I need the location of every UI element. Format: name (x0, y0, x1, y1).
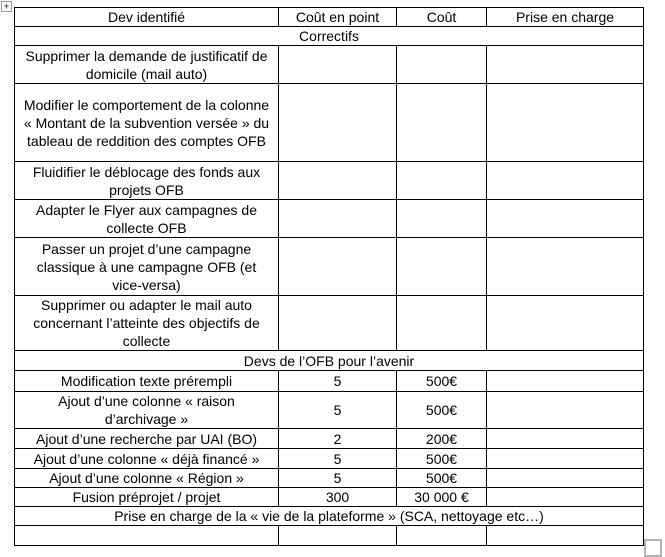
cell-cout[interactable]: 500€ (397, 371, 487, 392)
table-row (15, 84, 644, 162)
cell-dev[interactable]: Ajout d’une recherche par UAI (BO) (15, 429, 279, 449)
table-row (15, 296, 644, 351)
cell-cout-en-point[interactable]: 5 (279, 449, 397, 469)
cell-cout-en-point[interactable]: 5 (279, 371, 397, 392)
cell-cout[interactable] (397, 200, 487, 238)
table-resize-handle[interactable] (644, 539, 662, 557)
header-prise-en-charge[interactable]: Prise en charge (487, 8, 644, 27)
section-row-vie-plateforme (15, 507, 644, 526)
cell-cout[interactable]: 30 000 € (397, 488, 487, 507)
cell-prise-en-charge[interactable] (487, 46, 644, 84)
cell-cout-en-point[interactable] (279, 84, 397, 162)
section-title-vie-plateforme[interactable]: Prise en charge de la « vie de la plateforme » (SCA, nettoyage etc…) (15, 507, 644, 526)
section-title-correctifs[interactable]: Correctifs (15, 27, 644, 46)
cell-prise-en-charge[interactable] (487, 238, 644, 296)
table-row (15, 488, 644, 507)
table-row (15, 392, 644, 429)
cell-prise-en-charge[interactable] (487, 296, 644, 351)
cell-prise-en-charge[interactable] (487, 84, 644, 162)
table-row (15, 526, 644, 546)
section-row-devs-ofb (15, 351, 644, 371)
cell-cout-en-point[interactable]: 5 (279, 469, 397, 488)
cell-cout[interactable] (397, 46, 487, 84)
cell-cout-en-point[interactable]: 5 (279, 392, 397, 429)
cell-dev[interactable]: Ajout d’une colonne « Région » (15, 469, 279, 488)
cell-cout[interactable] (397, 162, 487, 200)
cell-cout[interactable]: 500€ (397, 469, 487, 488)
cell-dev[interactable]: Adapter le Flyer aux campagnes de collecte OFB (15, 200, 279, 238)
cell-cout-en-point[interactable]: 2 (279, 429, 397, 449)
cell-dev[interactable]: Supprimer la demande de justificatif de domicile (mail auto) (15, 46, 279, 84)
move-handle-plus-icon: + (3, 1, 10, 11)
cell-prise-en-charge[interactable] (487, 449, 644, 469)
cell-prise-en-charge[interactable] (487, 162, 644, 200)
cell-dev[interactable]: Ajout d’une colonne « raison d’archivage » (15, 392, 279, 429)
cell-cout[interactable] (397, 526, 487, 546)
header-cout-en-point[interactable]: Coût en point (279, 8, 397, 27)
cell-cout[interactable] (397, 296, 487, 351)
table-row (15, 162, 644, 200)
cell-cout[interactable]: 500€ (397, 392, 487, 429)
table-row (15, 429, 644, 449)
cell-dev[interactable]: Modifier le comportement de la colonne « Montant de la subvention versée » du tableau de reddition des comptes OFB (15, 84, 279, 162)
cell-dev[interactable]: Ajout d’une colonne « déjà financé » (15, 449, 279, 469)
cell-cout-en-point[interactable] (279, 238, 397, 296)
section-row-correctifs (15, 27, 644, 46)
cell-cout[interactable]: 500€ (397, 449, 487, 469)
cell-prise-en-charge[interactable] (487, 200, 644, 238)
cell-dev[interactable] (15, 526, 279, 546)
cell-cout-en-point[interactable]: 300 (279, 488, 397, 507)
cell-prise-en-charge[interactable] (487, 526, 644, 546)
table-move-handle[interactable] (1, 1, 12, 12)
cell-prise-en-charge[interactable] (487, 469, 644, 488)
cell-dev[interactable]: Fusion préprojet / projet (15, 488, 279, 507)
cell-cout[interactable] (397, 84, 487, 162)
cell-prise-en-charge[interactable] (487, 371, 644, 392)
cell-prise-en-charge[interactable] (487, 429, 644, 449)
cell-cout-en-point[interactable] (279, 46, 397, 84)
table-row (15, 200, 644, 238)
section-title-devs-ofb[interactable]: Devs de l’OFB pour l’avenir (15, 351, 644, 371)
cell-cout-en-point[interactable] (279, 200, 397, 238)
cell-cout[interactable] (397, 238, 487, 296)
cell-prise-en-charge[interactable] (487, 392, 644, 429)
header-cout[interactable]: Coût (397, 8, 487, 27)
header-dev-identifie[interactable]: Dev identifié (15, 8, 279, 27)
table-row (15, 469, 644, 488)
cell-cout-en-point[interactable] (279, 296, 397, 351)
cell-cout[interactable]: 200€ (397, 429, 487, 449)
cell-cout-en-point[interactable] (279, 526, 397, 546)
cell-dev[interactable]: Supprimer ou adapter le mail auto concernant l’atteinte des objectifs de collecte (15, 296, 279, 351)
table-row (15, 449, 644, 469)
cell-dev[interactable]: Passer un projet d’une campagne classique à une campagne OFB (et vice-versa) (15, 238, 279, 296)
table-row (15, 46, 644, 84)
table-row (15, 238, 644, 296)
dev-table (14, 7, 644, 546)
cell-dev[interactable]: Fluidifier le déblocage des fonds aux projets OFB (15, 162, 279, 200)
table-header-row (15, 8, 644, 27)
cell-cout-en-point[interactable] (279, 162, 397, 200)
table-row (15, 371, 644, 392)
cell-prise-en-charge[interactable] (487, 488, 644, 507)
cell-dev[interactable]: Modification texte prérempli (15, 371, 279, 392)
